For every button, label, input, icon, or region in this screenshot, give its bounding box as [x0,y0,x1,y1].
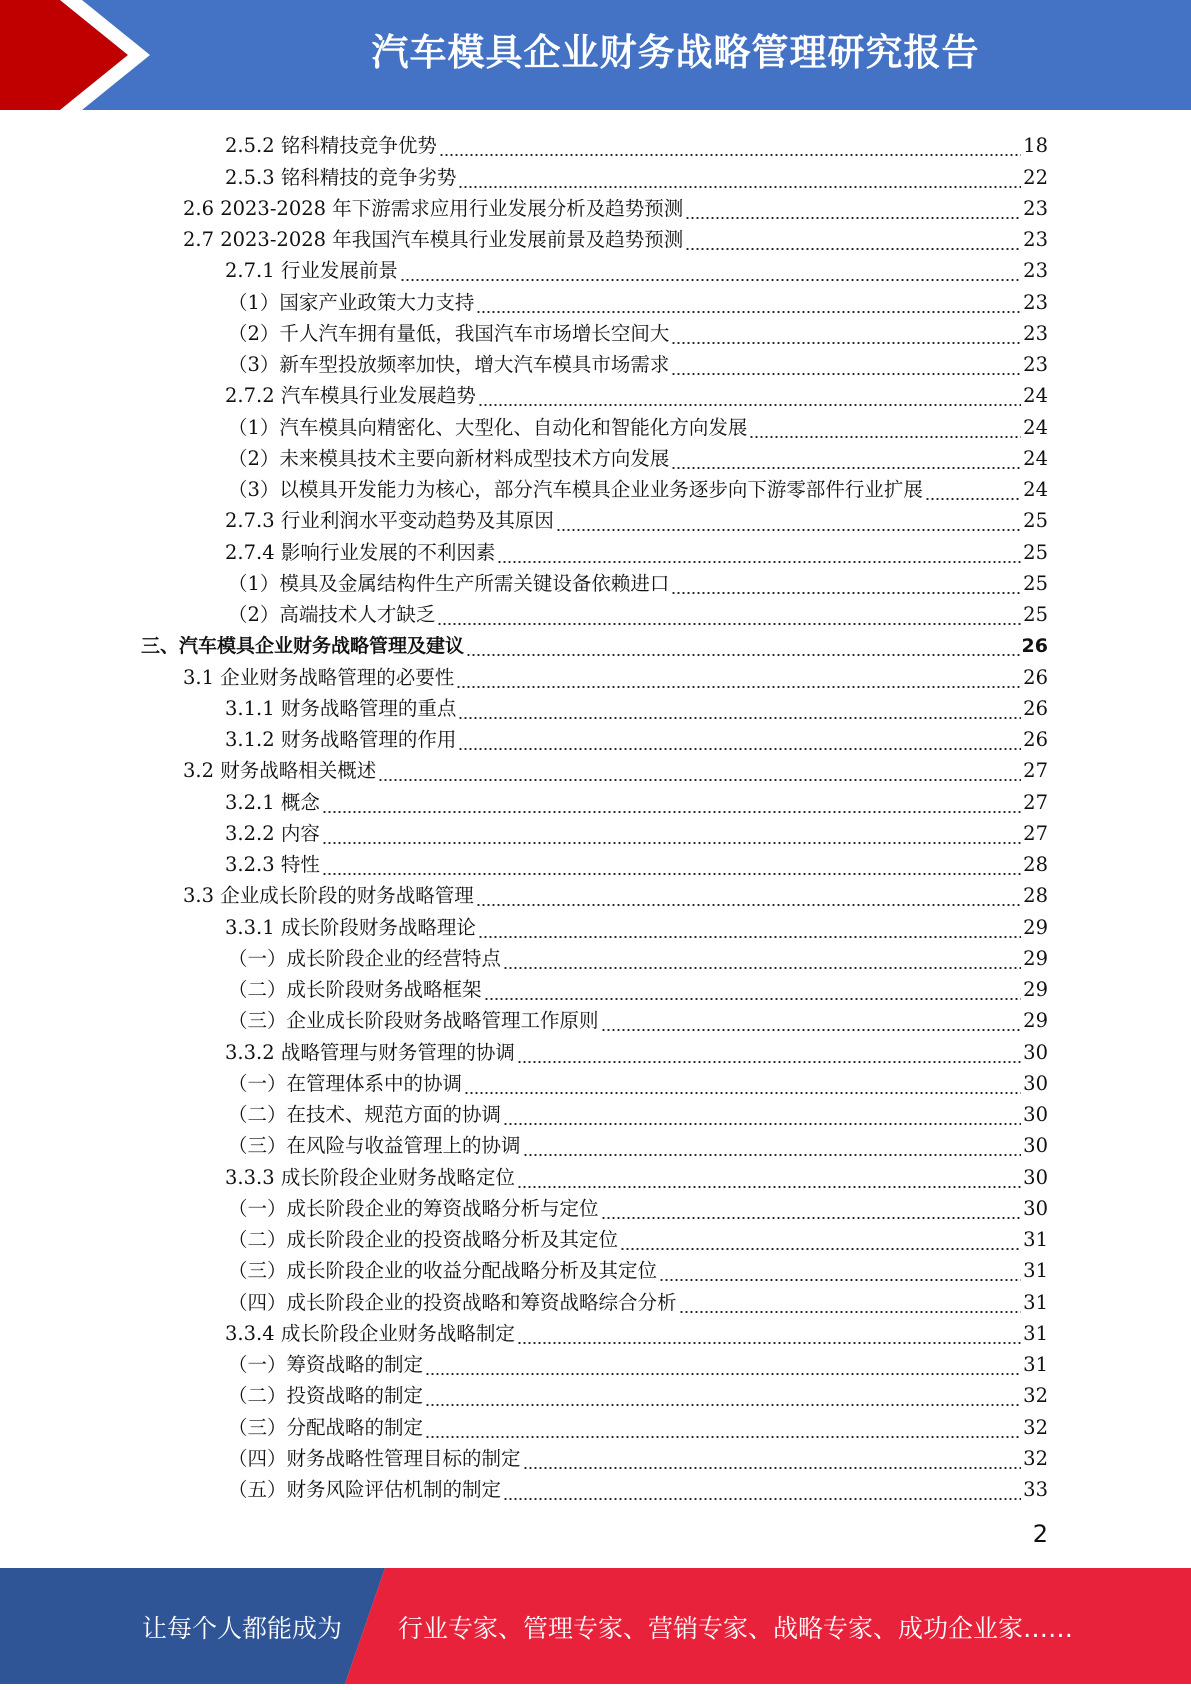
toc-dot-leader [517,1322,1021,1346]
toc-entry[interactable] [0,565,1191,596]
toc-dot-leader [458,697,1021,721]
toc-entry[interactable] [0,1315,1191,1346]
toc-dot-leader [437,603,1021,627]
toc-entry-label: （二）成长阶段企业的投资战略分析及其定位 [228,1228,619,1251]
toc-entry-label: 3.3.3 成长阶段企业财务战略定位 [225,1165,515,1189]
toc-dot-leader [439,134,1021,158]
toc-entry-label: （三）在风险与收益管理上的协调 [228,1134,521,1158]
toc-entry-page: 26 [1023,696,1048,720]
toc-entry[interactable] [0,658,1191,689]
toc-dot-leader [425,1416,1021,1440]
toc-entry-page: 29 [1023,978,1048,1001]
toc-dot-leader [503,1103,1021,1127]
toc-dot-leader [322,791,1021,815]
toc-entry-page: 32 [1023,1446,1048,1470]
toc-entry[interactable] [0,1440,1191,1471]
toc-entry-label: （1）模具及金属结构件生产所需关键设备依赖进口 [228,571,670,595]
toc-entry[interactable] [0,1221,1191,1252]
toc-entry-label: 3.2.2 内容 [225,821,320,845]
toc-entry-page: 23 [1023,290,1048,314]
toc-entry-page: 27 [1023,759,1048,783]
toc-entry-label: （四）成长阶段企业的投资战略和筹资战略综合分析 [228,1290,677,1314]
toc-dot-leader [425,1384,1021,1408]
toc-entry[interactable] [0,1158,1191,1189]
toc-dot-leader [456,666,1021,690]
toc-entry-label: 3.3.1 成长阶段财务战略理论 [225,915,476,939]
toc-entry[interactable] [0,158,1191,189]
toc-entry-label: 3.1 企业财务战略管理的必要性 [183,665,455,689]
toc-entry[interactable] [0,252,1191,283]
toc-entry[interactable] [0,377,1191,408]
toc-entry-label: （三）成长阶段企业的收益分配战略分析及其定位 [228,1259,658,1283]
toc-entry[interactable] [0,1252,1191,1283]
toc-entry[interactable] [0,408,1191,439]
toc-entry-page: 31 [1023,1290,1048,1314]
toc-entry[interactable] [0,190,1191,221]
toc-entry-label: 2.7.2 汽车模具行业发展趋势 [225,384,476,408]
toc-entry-page: 23 [1023,353,1048,376]
toc-dot-leader [517,1041,1021,1065]
table-of-contents [0,127,1191,1502]
toc-dot-leader [466,634,1020,658]
toc-dot-leader [478,916,1021,940]
toc-entry-page: 28 [1023,884,1048,908]
toc-entry-page: 27 [1023,821,1048,845]
toc-dot-leader [685,228,1021,252]
toc-entry-label: 3.2 财务战略相关概述 [183,759,377,783]
toc-entry-label: 2.7 2023-2028 年我国汽车模具行业发展前景及趋势预测 [183,228,684,251]
report-title: 汽车模具企业财务战略管理研究报告 [371,31,980,74]
toc-entry-page: 26 [1023,665,1048,689]
toc-entry-label: （三）企业成长阶段财务战略管理工作原则 [228,1009,599,1033]
toc-entry-label: （二）投资战略的制定 [228,1384,424,1408]
toc-entry[interactable] [0,1408,1191,1439]
toc-entry-label: 3.3 企业成长阶段的财务战略管理 [183,884,474,908]
toc-entry-page: 30 [1023,1165,1048,1189]
toc-entry[interactable] [0,283,1191,314]
toc-entry[interactable] [0,971,1191,1002]
toc-entry-label: 三、汽车模具企业财务战略管理及建议 [141,635,465,658]
toc-entry-label: 3.3.4 成长阶段企业财务战略制定 [225,1321,515,1345]
footer-banner [0,1568,1191,1684]
toc-entry-label: （一）成长阶段企业的筹资战略分析与定位 [228,1196,599,1220]
toc-entry-label: （二）在技术、规范方面的协调 [228,1103,502,1126]
toc-entry[interactable] [0,877,1191,908]
toc-entry-label: 2.5.2 铭科精技竞争优势 [225,134,437,158]
toc-dot-leader [378,759,1021,783]
toc-entry[interactable] [0,1283,1191,1314]
toc-entry-page: 28 [1023,853,1048,876]
toc-dot-leader [497,541,1021,565]
toc-dot-leader [659,1259,1021,1283]
toc-entry[interactable] [0,1377,1191,1408]
toc-dot-leader [503,1478,1021,1502]
toc-dot-leader [464,1072,1021,1096]
toc-entry-label: （2）未来模具技术主要向新材料成型技术方向发展 [228,446,670,470]
toc-entry-label: （一）在管理体系中的协调 [228,1071,463,1095]
toc-dot-leader [749,416,1021,440]
report-header [0,0,1191,110]
toc-dot-leader [425,1353,1021,1377]
toc-entry-label: （2）高端技术人才缺乏 [228,603,436,626]
toc-entry[interactable] [0,440,1191,471]
toc-dot-leader [671,322,1021,346]
toc-entry[interactable] [0,846,1191,877]
toc-entry-label: （3）以模具开发能力为核心，部分汽车模具企业业务逐步向下游零部件行业扩展 [228,478,923,501]
toc-entry-page: 24 [1023,384,1048,408]
toc-dot-leader [556,509,1021,533]
toc-entry[interactable] [0,1033,1191,1064]
toc-entry-page: 18 [1023,134,1048,158]
toc-entry[interactable] [0,908,1191,939]
toc-entry-label: （三）分配战略的制定 [228,1415,424,1439]
toc-entry[interactable] [0,1096,1191,1127]
toc-entry-page: 26 [1021,635,1048,658]
toc-dot-leader [476,884,1021,908]
toc-entry[interactable] [0,940,1191,971]
toc-entry-page: 29 [1023,915,1048,939]
toc-dot-leader [322,853,1021,877]
toc-entry-label: 2.7.1 行业发展前景 [225,259,398,283]
toc-dot-leader [458,728,1021,752]
toc-entry[interactable] [0,1471,1191,1502]
footer-slogan-right: 行业专家、管理专家、营销专家、战略专家、成功企业家…… [398,1614,1074,1643]
toc-dot-leader [503,947,1021,971]
toc-entry-label: （一）筹资战略的制定 [228,1353,424,1376]
toc-entry-page: 23 [1023,259,1048,283]
toc-entry[interactable] [0,471,1191,502]
toc-entry-page: 22 [1023,165,1048,189]
toc-entry[interactable] [0,1346,1191,1377]
toc-entry-label: （2）千人汽车拥有量低，我国汽车市场增长空间大 [228,321,670,345]
toc-entry[interactable] [0,315,1191,346]
footer-slogan-left: 让每个人都能成为 [142,1614,343,1643]
toc-entry[interactable] [0,627,1191,658]
toc-entry-page: 32 [1023,1415,1048,1439]
toc-entry-label: 3.2.3 特性 [225,853,320,876]
toc-entry-label: （3）新车型投放频率加快，增大汽车模具市场需求 [228,353,670,376]
page-number: 2 [1032,1520,1048,1548]
toc-entry[interactable] [0,815,1191,846]
toc-entry-page: 32 [1023,1384,1048,1408]
toc-entry-page: 23 [1023,196,1048,220]
toc-entry-page: 24 [1023,446,1048,470]
toc-entry-page: 31 [1023,1259,1048,1283]
toc-entry-label: （1）国家产业政策大力支持 [228,290,475,314]
toc-entry[interactable] [0,221,1191,252]
toc-dot-leader [523,1447,1022,1471]
toc-entry-page: 27 [1023,790,1048,814]
toc-dot-leader [671,447,1021,471]
toc-entry[interactable] [0,1190,1191,1221]
toc-dot-leader [620,1228,1021,1252]
toc-entry-label: （五）财务风险评估机制的制定 [228,1478,502,1501]
toc-entry[interactable] [0,1127,1191,1158]
toc-entry-page: 24 [1023,415,1048,439]
toc-dot-leader [523,1134,1022,1158]
toc-dot-leader [601,1197,1022,1221]
toc-dot-leader [322,822,1021,846]
toc-entry-page: 31 [1023,1321,1048,1345]
toc-entry-page: 30 [1023,1196,1048,1220]
toc-entry-page: 23 [1023,228,1048,251]
toc-entry-page: 25 [1023,540,1048,564]
toc-dot-leader [671,572,1021,596]
toc-entry-page: 23 [1023,321,1048,345]
toc-entry-label: （四）财务战略性管理目标的制定 [228,1446,521,1470]
toc-entry-page: 30 [1023,1103,1048,1126]
toc-entry-label: 3.1.2 财务战略管理的作用 [225,728,457,751]
toc-entry[interactable] [0,752,1191,783]
toc-dot-leader [458,166,1021,190]
toc-entry[interactable] [0,690,1191,721]
toc-entry-page: 29 [1023,1009,1048,1033]
toc-entry-label: 3.1.1 财务战略管理的重点 [225,696,457,720]
toc-entry-label: 2.6 2023-2028 年下游需求应用行业发展分析及趋势预测 [183,196,684,220]
toc-entry-page: 25 [1023,603,1048,626]
toc-entry[interactable] [0,1002,1191,1033]
toc-entry-label: （1）汽车模具向精密化、大型化、自动化和智能化方向发展 [228,415,748,439]
toc-entry-page: 30 [1023,1071,1048,1095]
toc-dot-leader [517,1166,1021,1190]
toc-entry[interactable] [0,783,1191,814]
toc-dot-leader [685,197,1021,221]
toc-entry[interactable] [0,346,1191,377]
toc-entry-label: 3.2.1 概念 [225,790,320,814]
toc-dot-leader [925,478,1021,502]
toc-entry-label: （二）成长阶段财务战略框架 [228,978,482,1001]
toc-entry-page: 24 [1023,478,1048,501]
toc-entry-page: 31 [1023,1353,1048,1376]
toc-entry-page: 31 [1023,1228,1048,1251]
toc-entry-page: 25 [1023,571,1048,595]
toc-entry[interactable] [0,127,1191,158]
toc-dot-leader [478,384,1021,408]
toc-dot-leader [679,1291,1022,1315]
toc-entry[interactable] [0,596,1191,627]
toc-entry-label: 2.7.4 影响行业发展的不利因素 [225,540,496,564]
toc-entry-label: 2.7.3 行业利润水平变动趋势及其原因 [225,509,554,533]
toc-entry-page: 29 [1023,946,1048,970]
toc-entry-page: 26 [1023,728,1048,751]
toc-entry-label: 3.3.2 战略管理与财务管理的协调 [225,1040,515,1064]
toc-entry-page: 33 [1023,1478,1048,1501]
toc-dot-leader [476,291,1021,315]
toc-dot-leader [484,978,1022,1002]
toc-entry-page: 30 [1023,1134,1048,1158]
toc-entry[interactable] [0,502,1191,533]
toc-entry[interactable] [0,721,1191,752]
toc-entry[interactable] [0,533,1191,564]
toc-dot-leader [601,1009,1022,1033]
toc-entry-label: （一）成长阶段企业的经营特点 [228,946,502,970]
toc-entry-label: 2.5.3 铭科精技的竞争劣势 [225,165,457,189]
toc-entry-page: 25 [1023,509,1048,533]
toc-dot-leader [671,353,1021,377]
toc-entry-page: 30 [1023,1040,1048,1064]
toc-entry[interactable] [0,1065,1191,1096]
toc-dot-leader [400,259,1021,283]
